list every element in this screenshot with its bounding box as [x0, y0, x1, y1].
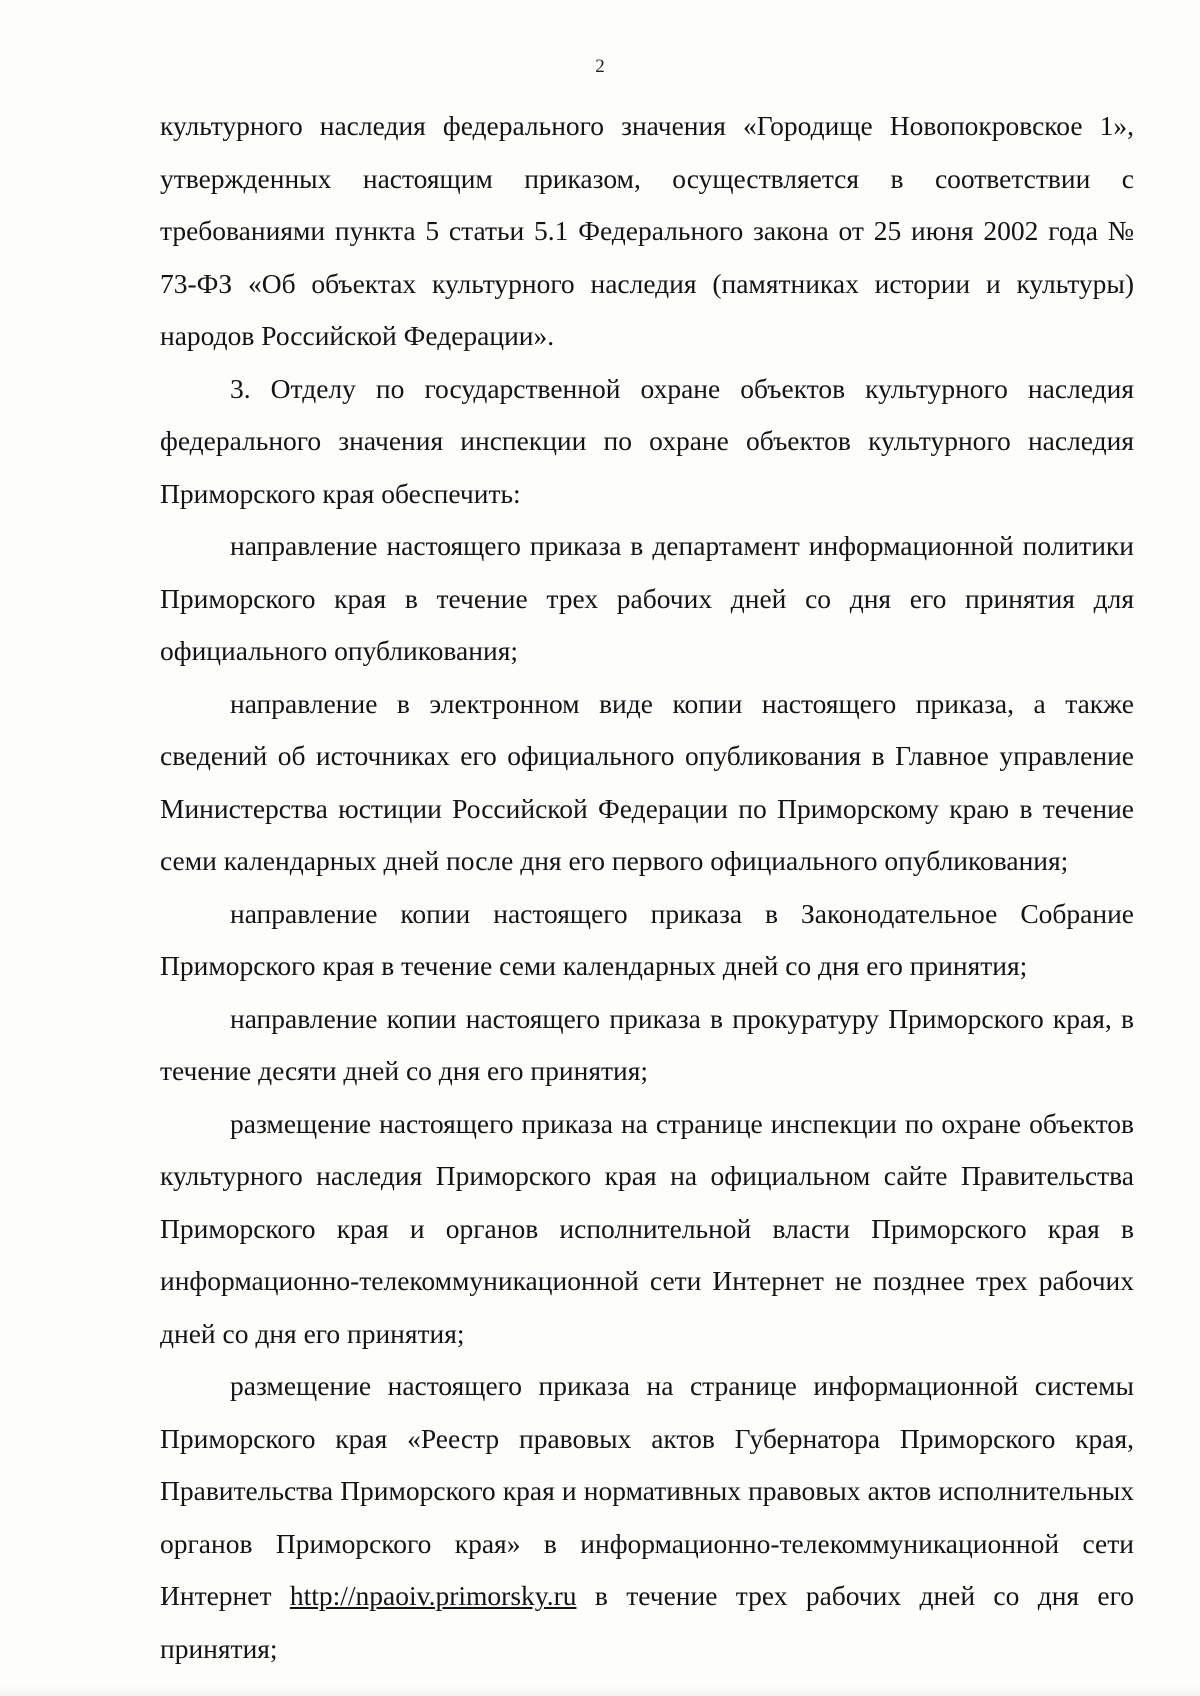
paragraph-item-3: 3. Отделу по государственной охране объектов культурного наследия федерального значения инспекции по охране объектов культурного наследия Приморского края обеспечить:: [160, 372, 1134, 509]
registry-text-after-link: в течение трех рабочих дней со дня его принятия;: [160, 1580, 1134, 1664]
paragraph-send-info-policy: направление настоящего приказа в департамент информационной политики Приморского края в течение трех рабочих дней со дня его принятия для официального опубликования;: [160, 530, 1134, 666]
registry-text-before-link: размещение настоящего приказа на странице информационной системы Приморского края «Реестр правовых актов Губернатора Приморского края, Правительства Приморского края и нормативных правовых актов исполнительных органов Приморского края» в информационно-телекоммуникационной сети Интернет: [160, 1370, 1134, 1611]
paragraph-send-ministry-justice: направление в электронном виде копии настоящего приказа, а также сведений об источниках его официального опубликования в Главное управление Министерства юстиции Российской Федерации по Приморскому краю в течение семи календарных дней после дня его первого официального опубликования;: [160, 687, 1134, 876]
document-body: [160, 100, 1134, 1675]
page-number: 2: [595, 56, 605, 77]
paragraph-send-prosecutor: направление копии настоящего приказа в прокуратуру Приморского края, в течение десяти дней со дня его принятия;: [160, 1002, 1134, 1086]
paragraph-publish-registry: [160, 1360, 1134, 1675]
paragraph-publish-government-site: размещение настоящего приказа на странице инспекции по охране объектов культурного наследия Приморского края на официальном сайте Правительства Приморского края и органов исполнительной власти Приморского края в информационно-телекоммуникационной сети Интернет не позднее трех рабочих дней со дня его принятия;: [160, 1107, 1134, 1349]
scan-edge-shadow: [0, 1684, 1200, 1696]
paragraph-send-legislative-assembly: направление копии настоящего приказа в Законодательное Собрание Приморского края в течение семи календарных дней со дня его принятия;: [160, 897, 1134, 981]
paragraph-continuation: культурного наследия федерального значения «Городище Новопокровское 1», утвержденных настоящим приказом, осуществляется в соответствии с требованиями пункта 5 статьи 5.1 Федерального закона от 25 июня 2002 года № 73-ФЗ «Об объектах культурного наследия (памятниках истории и культуры) народов Российской Федерации».: [160, 110, 1134, 351]
registry-link[interactable]: http://npaoiv.primorsky.ru: [289, 1580, 577, 1611]
